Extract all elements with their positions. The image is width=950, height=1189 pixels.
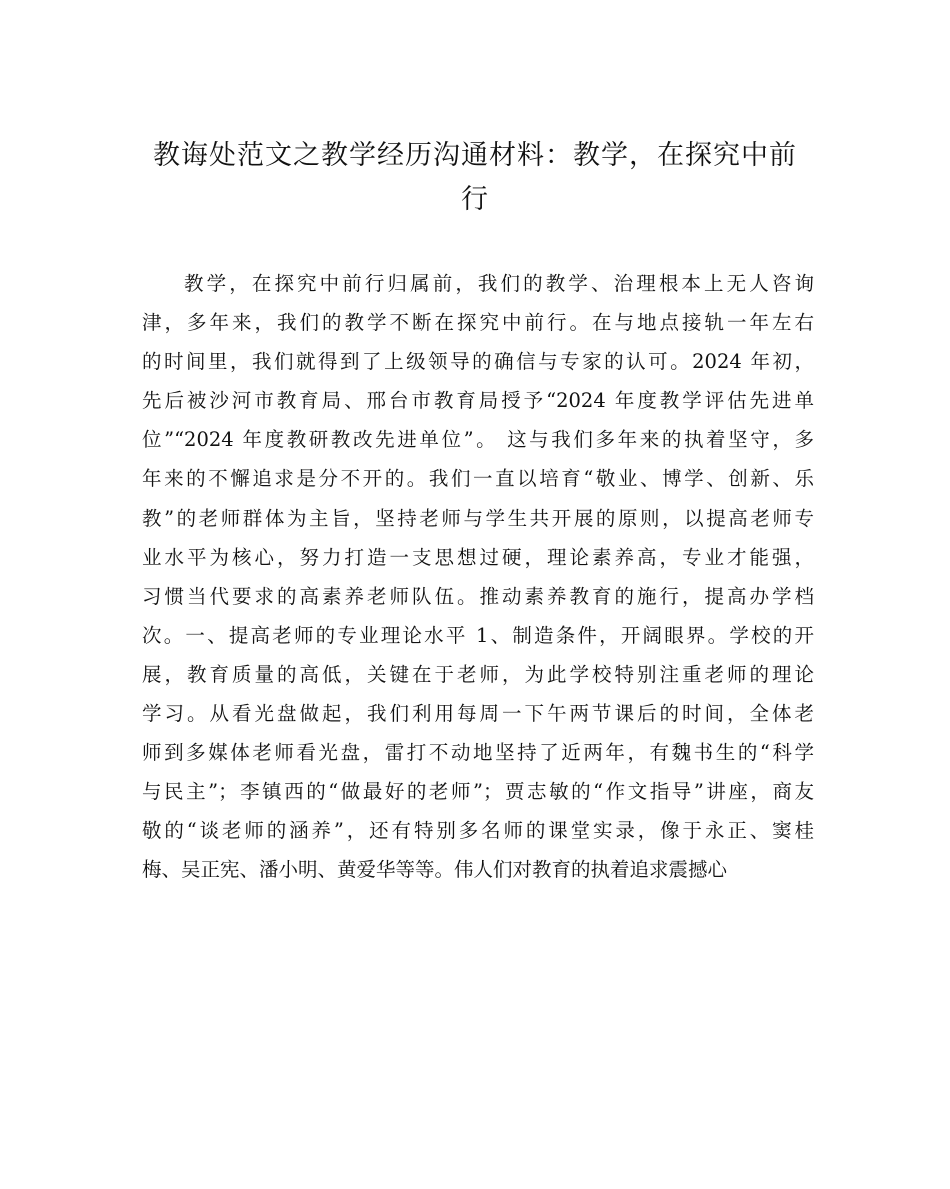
body-line: 年来的不懈追求是分不开的。我们一直以培育“敬业、博学、创新、乐 xyxy=(142,467,814,491)
body-line: 次。一、提高老师的专业理论水平 1、制造条件，开阔眼界。学校的开 xyxy=(142,623,814,647)
body-line: 津，多年来，我们的教学不断在探究中前行。在与地点接轨一年左右 xyxy=(142,311,814,335)
document-title xyxy=(140,134,810,222)
body-line: 的时间里，我们就得到了上级领导的确信与专家的认可。2024 年初， xyxy=(142,350,814,374)
title-line: 教诲处范文之教学经历沟通材料：教学，在探究中前 xyxy=(153,140,797,171)
document-body xyxy=(142,264,814,890)
body-line: 梅、吴正宪、潘小明、黄爱华等等。伟人们对教育的执着追求震撼心 xyxy=(142,858,728,882)
body-line: 展，教育质量的高低，关键在于老师，为此学校特别注重老师的理论 xyxy=(142,662,814,686)
body-line: 敬的“谈老师的涵养”，还有特别多名师的课堂实录，像于永正、窦桂 xyxy=(142,819,814,843)
body-line: 学习。从看光盘做起，我们利用每周一下午两节课后的时间，全体老 xyxy=(142,702,814,726)
body-line: 师到多媒体老师看光盘，雷打不动地坚持了近两年，有魏书生的“科学 xyxy=(142,741,814,765)
body-line: 教”的老师群体为主旨，坚持老师与学生共开展的原则，以提高老师专 xyxy=(142,506,814,530)
body-line: 业水平为核心，努力打造一支思想过硬，理论素养高，专业才能强， xyxy=(142,545,814,569)
body-line: 习惯当代要求的高素养老师队伍。推动素养教育的施行，提高办学档 xyxy=(142,584,814,608)
body-line: 教学，在探究中前行归属前，我们的教学、治理根本上无人咨询 xyxy=(184,272,814,295)
title-line: 行 xyxy=(461,184,489,215)
body-line: 先后被沙河市教育局、邢台市教育局授予“2024 年度教学评估先进单 xyxy=(142,389,814,413)
body-line: 位”“2024 年度教研教改先进单位”。 这与我们多年来的执着坚守，多 xyxy=(142,428,814,452)
body-line: 与民主”；李镇西的“做最好的老师”；贾志敏的“作文指导”讲座，商友 xyxy=(142,780,814,804)
